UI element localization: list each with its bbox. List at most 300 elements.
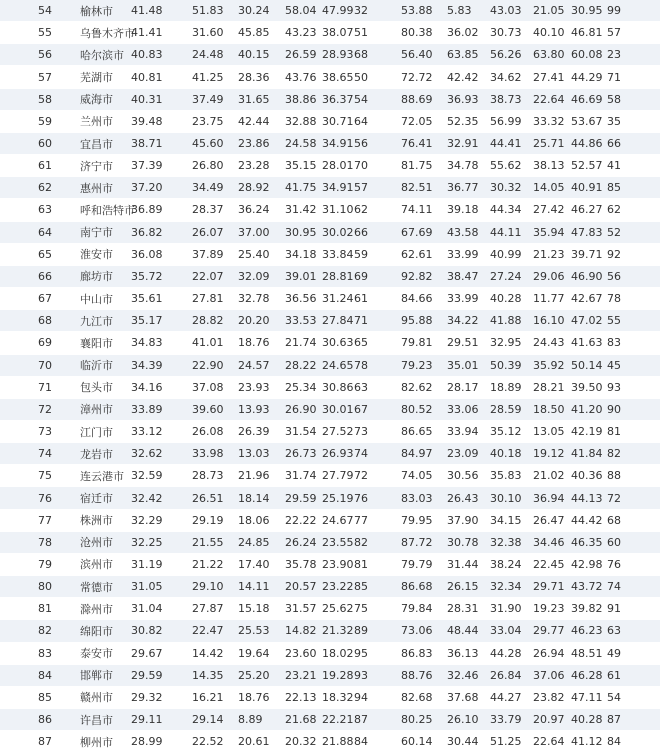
value-cell: 30.24: [238, 4, 270, 18]
value-cell: 18.02: [322, 646, 354, 660]
value-cell: 54: [354, 92, 368, 106]
value-cell: 34.39: [131, 358, 163, 372]
value-cell: 27.24: [490, 269, 522, 283]
value-cell: 29.10: [192, 580, 224, 594]
value-cell: 28.22: [285, 358, 317, 372]
value-cell: 27.87: [192, 602, 224, 616]
value-cell: 28.92: [238, 181, 270, 195]
value-cell: 44.42: [571, 513, 603, 527]
value-cell: 44.34: [490, 203, 522, 217]
value-cell: 26.94: [533, 646, 565, 660]
city-name-cell: 绵阳市: [80, 624, 113, 638]
value-cell: 32.09: [238, 269, 270, 283]
table-row: [0, 332, 660, 354]
value-cell: 32.78: [238, 292, 270, 306]
value-cell: 25.34: [285, 380, 317, 394]
value-cell: 40.31: [131, 92, 163, 106]
value-cell: 36.93: [447, 92, 479, 106]
city-name-cell: 包头市: [80, 381, 113, 395]
value-cell: 38.73: [490, 92, 522, 106]
value-cell: 43.03: [490, 4, 522, 18]
value-cell: 24.85: [238, 535, 270, 549]
value-cell: 44.29: [571, 70, 603, 84]
value-cell: 82.68: [401, 690, 433, 704]
value-cell: 31.60: [192, 26, 224, 40]
value-cell: 32.29: [131, 513, 163, 527]
value-cell: 74.05: [401, 469, 433, 483]
city-name-cell: 许昌市: [80, 713, 113, 727]
value-cell: 35.17: [131, 314, 163, 328]
value-cell: 46.69: [571, 92, 603, 106]
value-cell: 60.14: [401, 735, 433, 749]
value-cell: 29.19: [192, 513, 224, 527]
table-row: [0, 288, 660, 310]
value-cell: 30.63: [322, 336, 354, 350]
value-cell: 20.57: [285, 580, 317, 594]
value-cell: 44.13: [571, 491, 603, 505]
value-cell: 29.59: [285, 491, 317, 505]
value-cell: 61: [354, 292, 368, 306]
value-cell: 42.67: [571, 292, 603, 306]
city-name-cell: 滨州市: [80, 558, 113, 572]
value-cell: 80.38: [401, 26, 433, 40]
value-cell: 84.97: [401, 447, 433, 461]
value-cell: 28.17: [447, 380, 479, 394]
value-cell: 79.23: [401, 358, 433, 372]
value-cell: 26.47: [533, 513, 565, 527]
value-cell: 44.41: [490, 137, 522, 151]
city-name-cell: 邯郸市: [80, 669, 113, 683]
value-cell: 11.77: [533, 292, 565, 306]
city-name-cell: 济宁市: [80, 159, 113, 173]
city-name-cell: 襄阳市: [80, 336, 113, 350]
table-row: [0, 66, 660, 88]
city-name-cell: 常德市: [80, 580, 113, 594]
rank-cell: 76: [38, 491, 52, 505]
rank-cell: 84: [38, 668, 52, 682]
value-cell: 69: [354, 269, 368, 283]
value-cell: 38.65: [322, 70, 354, 84]
rank-cell: 66: [38, 269, 52, 283]
value-cell: 35.83: [490, 469, 522, 483]
value-cell: 40.28: [490, 292, 522, 306]
city-name-cell: 惠州市: [80, 181, 113, 195]
value-cell: 38.24: [490, 557, 522, 571]
city-name-cell: 九江市: [80, 314, 113, 328]
value-cell: 94: [354, 690, 368, 704]
value-cell: 79.81: [401, 336, 433, 350]
city-name-cell: 乌鲁木齐市: [80, 26, 135, 40]
value-cell: 22.64: [533, 735, 565, 749]
value-cell: 27.41: [533, 70, 565, 84]
value-cell: 32.59: [131, 469, 163, 483]
value-cell: 35.78: [285, 557, 317, 571]
city-name-cell: 宜昌市: [80, 137, 113, 151]
table-row: [0, 0, 660, 22]
value-cell: 40.99: [490, 247, 522, 261]
value-cell: 33.99: [447, 292, 479, 306]
value-cell: 44.11: [490, 225, 522, 239]
value-cell: 41.88: [490, 314, 522, 328]
value-cell: 29.71: [533, 580, 565, 594]
value-cell: 71: [607, 70, 621, 84]
value-cell: 39.48: [131, 114, 163, 128]
value-cell: 30.56: [447, 469, 479, 483]
value-cell: 67.69: [401, 225, 433, 239]
city-name-cell: 江门市: [80, 425, 113, 439]
value-cell: 87.72: [401, 535, 433, 549]
value-cell: 26.51: [192, 491, 224, 505]
value-cell: 65: [354, 336, 368, 350]
value-cell: 31.05: [131, 580, 163, 594]
value-cell: 52.57: [571, 159, 603, 173]
value-cell: 88: [607, 469, 621, 483]
rank-cell: 59: [38, 114, 52, 128]
rank-cell: 82: [38, 624, 52, 638]
value-cell: 34.16: [131, 380, 163, 394]
value-cell: 72.72: [401, 70, 433, 84]
value-cell: 41.63: [571, 336, 603, 350]
value-cell: 41.48: [131, 4, 163, 18]
value-cell: 22.90: [192, 358, 224, 372]
value-cell: 20.32: [285, 735, 317, 749]
value-cell: 14.05: [533, 181, 565, 195]
value-cell: 84.66: [401, 292, 433, 306]
value-cell: 46.28: [571, 668, 603, 682]
value-cell: 25.19: [322, 491, 354, 505]
value-cell: 71: [354, 314, 368, 328]
value-cell: 33.79: [490, 713, 522, 727]
value-cell: 24.57: [238, 358, 270, 372]
value-cell: 56.40: [401, 48, 433, 62]
value-cell: 37.20: [131, 181, 163, 195]
value-cell: 58: [607, 92, 621, 106]
value-cell: 23.21: [285, 668, 317, 682]
value-cell: 87: [354, 713, 368, 727]
value-cell: 36.89: [131, 203, 163, 217]
value-cell: 39.60: [192, 402, 224, 416]
city-name-cell: 淮安市: [80, 248, 113, 262]
value-cell: 32.62: [131, 447, 163, 461]
value-cell: 22.45: [533, 557, 565, 571]
table-row: [0, 199, 660, 221]
value-cell: 30.78: [447, 535, 479, 549]
value-cell: 47.83: [571, 225, 603, 239]
value-cell: 26.90: [285, 402, 317, 416]
value-cell: 84: [354, 735, 368, 749]
value-cell: 81: [354, 557, 368, 571]
value-cell: 28.01: [322, 159, 354, 173]
value-cell: 62: [607, 203, 621, 217]
value-cell: 30.86: [322, 380, 354, 394]
value-cell: 76: [354, 491, 368, 505]
value-cell: 32.91: [447, 137, 479, 151]
rank-cell: 79: [38, 557, 52, 571]
table-row: [0, 266, 660, 288]
value-cell: 81.75: [401, 159, 433, 173]
value-cell: 21.32: [322, 624, 354, 638]
value-cell: 62.61: [401, 247, 433, 261]
value-cell: 86.68: [401, 580, 433, 594]
value-cell: 48.44: [447, 624, 479, 638]
value-cell: 28.21: [533, 380, 565, 394]
value-cell: 55: [607, 314, 621, 328]
value-cell: 86.83: [401, 646, 433, 660]
value-cell: 14.82: [285, 624, 317, 638]
city-name-cell: 滁州市: [80, 602, 113, 616]
value-cell: 25.40: [238, 247, 270, 261]
table-row: [0, 443, 660, 465]
table-row: [0, 487, 660, 509]
value-cell: 29.06: [533, 269, 565, 283]
value-cell: 46.35: [571, 535, 603, 549]
value-cell: 32.88: [285, 114, 317, 128]
value-cell: 37.90: [447, 513, 479, 527]
value-cell: 26.80: [192, 159, 224, 173]
value-cell: 40.15: [238, 48, 270, 62]
value-cell: 34.91: [322, 181, 354, 195]
table-row: [0, 310, 660, 332]
value-cell: 19.28: [322, 668, 354, 682]
value-cell: 47.11: [571, 690, 603, 704]
value-cell: 63.80: [533, 48, 565, 62]
value-cell: 14.35: [192, 668, 224, 682]
value-cell: 80.52: [401, 402, 433, 416]
value-cell: 93: [607, 380, 621, 394]
city-name-cell: 南宁市: [80, 226, 113, 240]
value-cell: 35.15: [285, 159, 317, 173]
value-cell: 35.61: [131, 292, 163, 306]
value-cell: 64: [354, 114, 368, 128]
value-cell: 32.95: [490, 336, 522, 350]
value-cell: 26.07: [192, 225, 224, 239]
city-name-cell: 柳州市: [80, 735, 113, 749]
value-cell: 33.53: [285, 314, 317, 328]
value-cell: 22.22: [285, 513, 317, 527]
value-cell: 25.53: [238, 624, 270, 638]
value-cell: 92: [607, 247, 621, 261]
value-cell: 16.21: [192, 690, 224, 704]
value-cell: 28.93: [322, 48, 354, 62]
city-name-cell: 龙岩市: [80, 447, 113, 461]
value-cell: 91: [607, 602, 621, 616]
value-cell: 35.12: [490, 425, 522, 439]
value-cell: 40.18: [490, 447, 522, 461]
value-cell: 18.14: [238, 491, 270, 505]
value-cell: 53.88: [401, 4, 433, 18]
value-cell: 38.07: [322, 26, 354, 40]
value-cell: 42.42: [447, 70, 479, 84]
value-cell: 61: [607, 668, 621, 682]
city-name-cell: 株洲市: [80, 514, 113, 528]
value-cell: 30.73: [490, 26, 522, 40]
value-cell: 35.94: [533, 225, 565, 239]
value-cell: 44.86: [571, 137, 603, 151]
value-cell: 79.95: [401, 513, 433, 527]
value-cell: 56.26: [490, 48, 522, 62]
value-cell: 95: [354, 646, 368, 660]
value-cell: 35.92: [533, 358, 565, 372]
value-cell: 51: [354, 26, 368, 40]
table-row: [0, 355, 660, 377]
value-cell: 22.52: [192, 735, 224, 749]
value-cell: 41: [607, 159, 621, 173]
value-cell: 5.83: [447, 4, 472, 18]
value-cell: 33.99: [447, 247, 479, 261]
value-cell: 19.23: [533, 602, 565, 616]
value-cell: 30.02: [322, 225, 354, 239]
value-cell: 36.13: [447, 646, 479, 660]
table-row: [0, 44, 660, 66]
value-cell: 44.28: [490, 646, 522, 660]
value-cell: 51.25: [490, 735, 522, 749]
value-cell: 39.82: [571, 602, 603, 616]
value-cell: 29.14: [192, 713, 224, 727]
value-cell: 21.23: [533, 247, 565, 261]
rank-cell: 85: [38, 690, 52, 704]
value-cell: 50: [354, 70, 368, 84]
value-cell: 85: [354, 580, 368, 594]
table-row: [0, 111, 660, 133]
value-cell: 13.03: [238, 447, 270, 461]
value-cell: 29.32: [131, 690, 163, 704]
value-cell: 80.25: [401, 713, 433, 727]
city-name-cell: 兰州市: [80, 115, 113, 129]
value-cell: 34.49: [192, 181, 224, 195]
value-cell: 37.89: [192, 247, 224, 261]
value-cell: 21.74: [285, 336, 317, 350]
value-cell: 33.32: [533, 114, 565, 128]
city-name-cell: 中山市: [80, 292, 113, 306]
value-cell: 36.08: [131, 247, 163, 261]
value-cell: 31.04: [131, 602, 163, 616]
value-cell: 36.02: [447, 26, 479, 40]
value-cell: 18.06: [238, 513, 270, 527]
value-cell: 49: [607, 646, 621, 660]
value-cell: 39.18: [447, 203, 479, 217]
value-cell: 37.00: [238, 225, 270, 239]
value-cell: 24.67: [322, 513, 354, 527]
value-cell: 23.60: [285, 646, 317, 660]
value-cell: 26.73: [285, 447, 317, 461]
city-name-cell: 芜湖市: [80, 71, 113, 85]
value-cell: 34.22: [447, 314, 479, 328]
value-cell: 26.15: [447, 580, 479, 594]
table-row: [0, 133, 660, 155]
rank-cell: 57: [38, 70, 52, 84]
rank-cell: 74: [38, 447, 52, 461]
value-cell: 66: [354, 225, 368, 239]
value-cell: 45: [607, 358, 621, 372]
value-cell: 37.08: [192, 380, 224, 394]
value-cell: 30.10: [490, 491, 522, 505]
value-cell: 27.81: [192, 292, 224, 306]
value-cell: 93: [354, 668, 368, 682]
value-cell: 33.06: [447, 402, 479, 416]
value-cell: 82: [354, 535, 368, 549]
value-cell: 22.47: [192, 624, 224, 638]
value-cell: 60.08: [571, 48, 603, 62]
value-cell: 23.93: [238, 380, 270, 394]
value-cell: 77: [354, 513, 368, 527]
value-cell: 55.62: [490, 159, 522, 173]
value-cell: 26.59: [285, 48, 317, 62]
value-cell: 39.50: [571, 380, 603, 394]
value-cell: 13.93: [238, 402, 270, 416]
city-name-cell: 榆林市: [80, 4, 113, 18]
value-cell: 41.75: [285, 181, 317, 195]
value-cell: 60: [607, 535, 621, 549]
value-cell: 43.58: [447, 225, 479, 239]
value-cell: 74: [607, 580, 621, 594]
value-cell: 26.43: [447, 491, 479, 505]
value-cell: 21.22: [192, 557, 224, 571]
value-cell: 63.85: [447, 48, 479, 62]
value-cell: 43.23: [285, 26, 317, 40]
value-cell: 28.99: [131, 735, 163, 749]
value-cell: 29.11: [131, 713, 163, 727]
value-cell: 20.61: [238, 735, 270, 749]
table-row: [0, 244, 660, 266]
value-cell: 52.35: [447, 114, 479, 128]
value-cell: 40.36: [571, 469, 603, 483]
value-cell: 42.19: [571, 425, 603, 439]
value-cell: 72: [607, 491, 621, 505]
value-cell: 50.14: [571, 358, 603, 372]
city-name-cell: 宿迁市: [80, 492, 113, 506]
value-cell: 30.44: [447, 735, 479, 749]
table-row: [0, 510, 660, 532]
value-cell: 78: [354, 358, 368, 372]
value-cell: 29.59: [131, 668, 163, 682]
value-cell: 30.82: [131, 624, 163, 638]
value-cell: 74: [354, 447, 368, 461]
value-cell: 53.67: [571, 114, 603, 128]
value-cell: 33.84: [322, 247, 354, 261]
value-cell: 82: [607, 447, 621, 461]
value-cell: 37.68: [447, 690, 479, 704]
value-cell: 83: [607, 336, 621, 350]
city-name-cell: 漳州市: [80, 403, 113, 417]
value-cell: 52: [607, 225, 621, 239]
value-cell: 74.11: [401, 203, 433, 217]
value-cell: 35.01: [447, 358, 479, 372]
value-cell: 23.28: [238, 159, 270, 173]
value-cell: 30.32: [490, 181, 522, 195]
value-cell: 33.12: [131, 425, 163, 439]
value-cell: 39.01: [285, 269, 317, 283]
value-cell: 95.88: [401, 314, 433, 328]
value-cell: 59: [354, 247, 368, 261]
rank-cell: 71: [38, 380, 52, 394]
value-cell: 21.88: [322, 735, 354, 749]
value-cell: 39.71: [571, 247, 603, 261]
table-row: [0, 554, 660, 576]
value-cell: 78: [607, 292, 621, 306]
table-row: [0, 665, 660, 687]
value-cell: 68: [607, 513, 621, 527]
city-name-cell: 廊坊市: [80, 270, 113, 284]
value-cell: 22.13: [285, 690, 317, 704]
value-cell: 32.46: [447, 668, 479, 682]
rank-cell: 73: [38, 425, 52, 439]
value-cell: 33.89: [131, 402, 163, 416]
value-cell: 42.98: [571, 557, 603, 571]
rank-cell: 86: [38, 713, 52, 727]
rank-cell: 61: [38, 159, 52, 173]
value-cell: 83.03: [401, 491, 433, 505]
value-cell: 33.94: [447, 425, 479, 439]
